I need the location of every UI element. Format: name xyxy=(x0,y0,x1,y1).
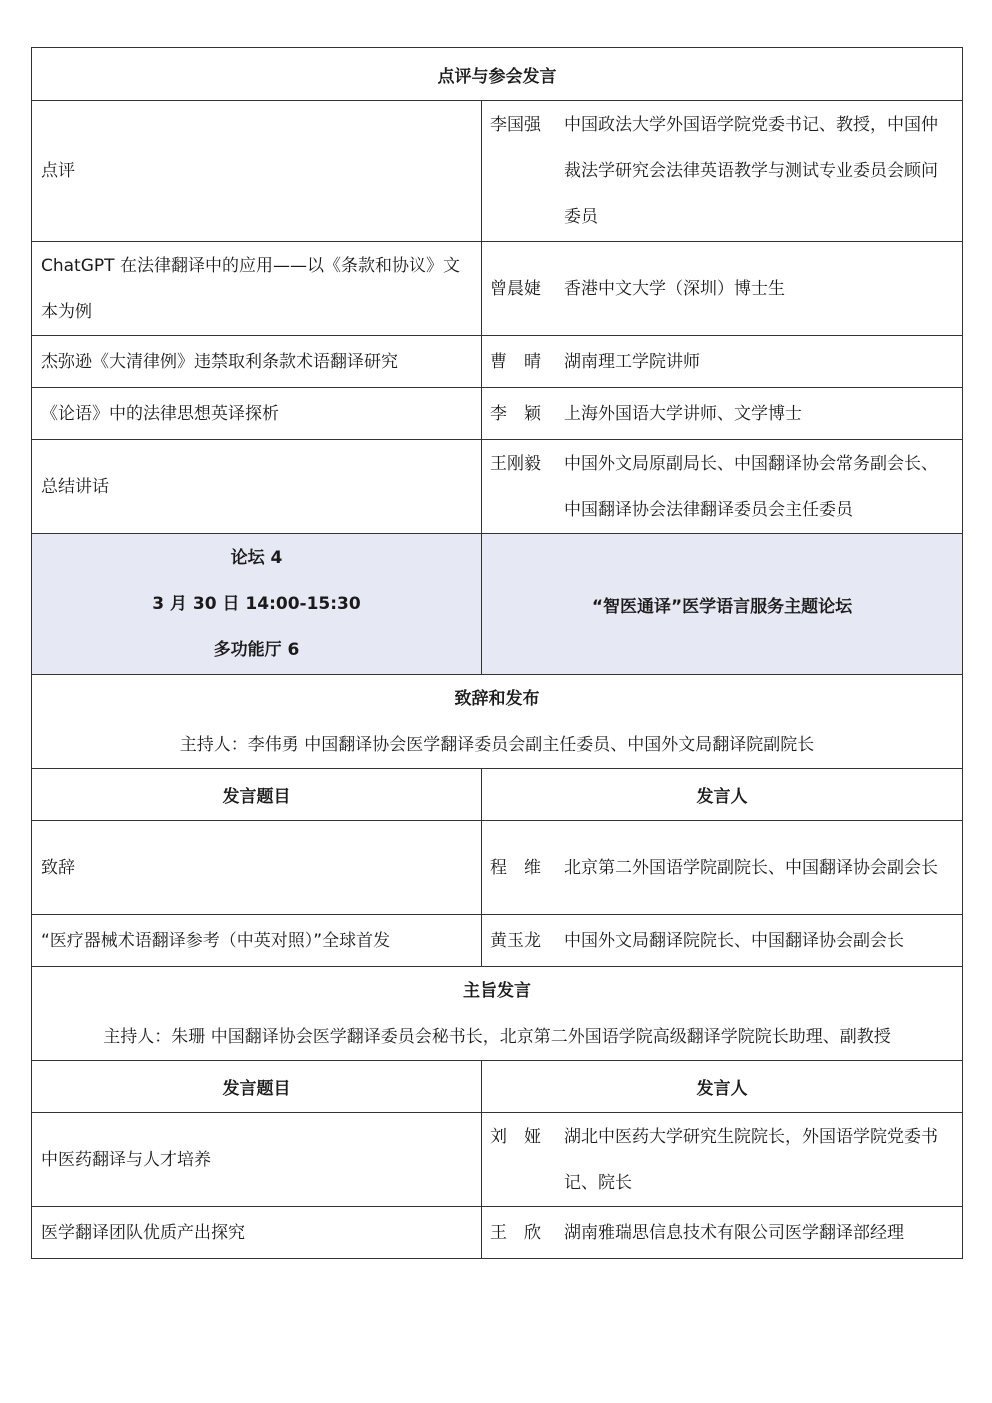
speaker-title: 中国外文局原副局长、中国翻译协会常务副会长、中国翻译协会法律翻译委员会主任委员 xyxy=(564,453,938,520)
speaker-name: 王 欣 xyxy=(490,1222,541,1243)
speaker-cell xyxy=(482,388,963,440)
table-row xyxy=(32,440,963,534)
speaker-cell xyxy=(482,242,963,336)
section-title: 主旨发言 xyxy=(463,980,531,1001)
speaker-name: 曾晨婕 xyxy=(490,278,541,299)
speaker-title: 湖南理工学院讲师 xyxy=(564,351,700,372)
section-host: 主持人：李伟勇 中国翻译协会医学翻译委员会副主任委员、中国外文局翻译院副院长 xyxy=(179,734,815,755)
speaker-title: 湖南雅瑞思信息技术有限公司医学翻译部经理 xyxy=(564,1222,904,1243)
forum-header-row xyxy=(32,534,963,675)
topic-cell: 致辞 xyxy=(32,821,482,915)
speaker-name: 黄玉龙 xyxy=(490,930,541,951)
topic-cell: 医学翻译团队优质产出探究 xyxy=(32,1207,482,1259)
speaker-cell xyxy=(482,101,963,242)
table-row xyxy=(32,1113,963,1207)
topic-cell: 《论语》中的法律思想英译探析 xyxy=(32,388,482,440)
speaker-title: 北京第二外国语学院副院长、中国翻译协会副会长 xyxy=(564,857,938,878)
speaker-cell xyxy=(482,1207,963,1259)
speaker-title: 湖北中医药大学研究生院院长，外国语学院党委书记、院长 xyxy=(564,1126,938,1193)
speaker-title: 中国外文局翻译院院长、中国翻译协会副会长 xyxy=(564,930,904,951)
speaker-name: 李 颖 xyxy=(490,403,541,424)
section-host: 主持人：朱珊 中国翻译协会医学翻译委员会秘书长，北京第二外国语学院高级翻译学院院长助理、副教授 xyxy=(103,1026,891,1047)
col-topic-header: 发言题目 xyxy=(32,769,482,821)
speaker-name: 李国强 xyxy=(490,115,541,135)
table-row xyxy=(32,388,963,440)
table-row xyxy=(32,821,963,915)
table-row xyxy=(32,915,963,967)
topic-cell: 中医药翻译与人才培养 xyxy=(32,1113,482,1207)
speaker-title: 中国政法大学外国语学院党委书记、教授，中国仲裁法学研究会法律英语教学与测试专业委员会顾问委员 xyxy=(564,115,938,227)
topic-cell: 总结讲话 xyxy=(32,440,482,534)
speaker-title: 上海外国语大学讲师、文学博士 xyxy=(564,403,802,424)
section-title: 致辞和发布 xyxy=(454,688,540,709)
opening-section-header xyxy=(32,675,963,769)
forum-room: 多功能厅 6 xyxy=(213,640,300,660)
speaker-cell xyxy=(482,915,963,967)
keynote-section-header xyxy=(32,967,963,1061)
topic-cell: 点评 xyxy=(32,101,482,242)
topic-cell: “医疗器械术语翻译参考（中英对照）”全球首发 xyxy=(32,915,482,967)
column-header-row xyxy=(32,769,963,821)
column-header-row xyxy=(32,1061,963,1113)
table-row xyxy=(32,242,963,336)
schedule-table xyxy=(31,47,963,1259)
speaker-name: 程 维 xyxy=(490,857,541,878)
speaker-cell xyxy=(482,821,963,915)
speaker-cell xyxy=(482,1113,963,1207)
forum-number: 论坛 4 xyxy=(230,548,283,568)
table-row xyxy=(32,1207,963,1259)
speaker-title: 香港中文大学（深圳）博士生 xyxy=(564,278,785,299)
table-row xyxy=(32,336,963,388)
col-topic-header: 发言题目 xyxy=(32,1061,482,1113)
speaker-cell xyxy=(482,336,963,388)
col-speaker-header: 发言人 xyxy=(482,1061,963,1113)
speaker-name: 王刚毅 xyxy=(490,453,541,474)
forum-info-cell xyxy=(32,534,482,675)
review-section-header: 点评与参会发言 xyxy=(32,48,963,101)
speaker-name: 刘 娅 xyxy=(490,1126,541,1147)
topic-cell: ChatGPT 在法律翻译中的应用——以《条款和协议》文本为例 xyxy=(32,242,482,336)
speaker-cell xyxy=(482,440,963,534)
topic-cell: 杰弥逊《大清律例》违禁取利条款术语翻译研究 xyxy=(32,336,482,388)
table-row xyxy=(32,101,963,242)
forum-time: 3 月 30 日 14:00-15:30 xyxy=(152,594,361,614)
speaker-name: 曹 晴 xyxy=(490,351,541,372)
col-speaker-header: 发言人 xyxy=(482,769,963,821)
forum-title: “智医通译”医学语言服务主题论坛 xyxy=(482,534,963,675)
